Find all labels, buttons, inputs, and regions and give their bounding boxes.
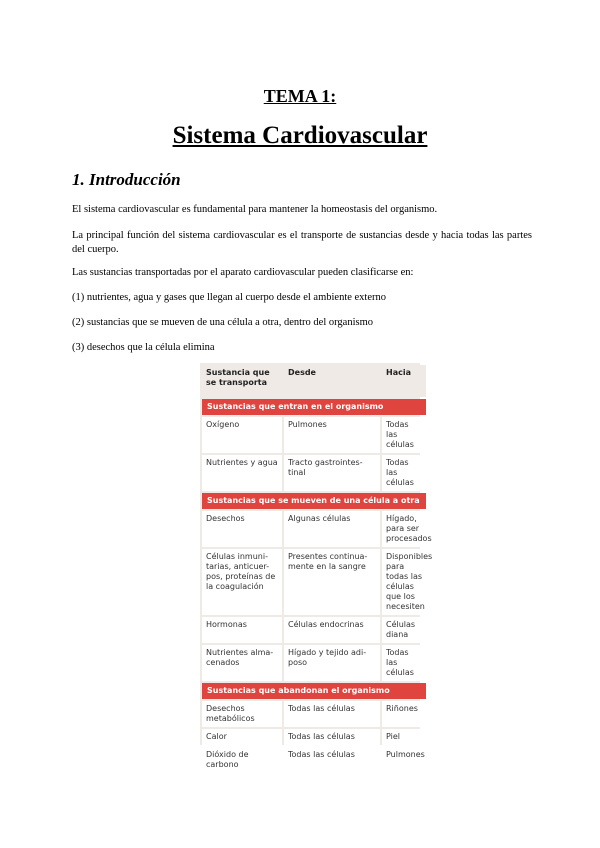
list-item-2: (2) sustancias que se mueven de una célula a otra, dentro del organismo [72, 317, 373, 328]
cell-to: Células diana [382, 617, 426, 643]
table-section-band [202, 493, 426, 509]
list-item-1: (1) nutrientes, agua y gases que llegan al cuerpo desde el ambiente externo [72, 292, 387, 303]
cell-from: Pulmones [284, 417, 380, 453]
cell-to: Riñones [382, 701, 426, 727]
section-band-label: Sustancias que entran en el organismo [202, 399, 426, 415]
table-row [202, 455, 426, 491]
cell-from: Todas las células [284, 729, 380, 745]
table-section-band [202, 399, 426, 415]
paragraph-classification: Las sustancias transportadas por el aparato cardiovascular pueden clasificarse en: [72, 267, 414, 278]
cell-substance: Nutrientes y agua [202, 455, 282, 491]
cell-to: Todas las células [382, 455, 426, 491]
cell-substance: Dióxido de carbono [202, 747, 282, 773]
cell-to: Piel [382, 729, 426, 745]
table-row [202, 645, 426, 681]
cell-substance: Calor [202, 729, 282, 745]
table-section-band [202, 683, 426, 699]
cell-substance: Desechos metabólicos [202, 701, 282, 727]
cell-to: Pulmones [382, 747, 426, 773]
table-row [202, 701, 426, 727]
section-heading: 1. Introducción [72, 170, 181, 189]
paragraph-function: La principal función del sistema cardiovascular es el transporte de sustancias desde y hacia todas las partes del cuerpo. [72, 230, 532, 255]
cell-from: Hígado y tejido adi-poso [284, 645, 380, 681]
section-band-label: Sustancias que se mueven de una célula a otra [202, 493, 426, 509]
page-title: Sistema Cardiovascular [172, 122, 428, 149]
table-row [202, 747, 426, 773]
table-header-row [202, 365, 426, 397]
header-to: Hacia [382, 365, 426, 397]
cell-from: Algunas células [284, 511, 380, 547]
topic-number: TEMA 1: [263, 86, 337, 106]
cell-to: Disponibles para todas las células que los necesiten [382, 549, 426, 615]
cell-to: Todas las células [382, 645, 426, 681]
header-from: Desde [284, 365, 380, 397]
table-row [202, 511, 426, 547]
table-row [202, 417, 426, 453]
table-row [202, 729, 426, 745]
cell-substance: Desechos [202, 511, 282, 547]
cell-substance: Células inmuni-tarias, anticuer-pos, proteínas de la coagulación [202, 549, 282, 615]
list-item-3: (3) desechos que la célula elimina [72, 342, 215, 353]
cell-from: Tracto gastrointes-tinal [284, 455, 380, 491]
cell-to: Todas las células [382, 417, 426, 453]
paragraph-intro: El sistema cardiovascular es fundamental para mantener la homeostasis del organismo. [72, 204, 438, 215]
table-row [202, 549, 426, 615]
section-band-label: Sustancias que abandonan el organismo [202, 683, 426, 699]
cell-from: Todas las células [284, 701, 380, 727]
cell-substance: Oxígeno [202, 417, 282, 453]
cell-substance: Hormonas [202, 617, 282, 643]
cell-from: Células endocrinas [284, 617, 380, 643]
cell-from: Presentes continua-mente en la sangre [284, 549, 380, 615]
substances-table-figure [200, 363, 433, 769]
cell-substance: Nutrientes alma-cenados [202, 645, 282, 681]
substances-table [200, 363, 433, 775]
table-row [202, 617, 426, 643]
cell-to: Hígado, para ser procesados [382, 511, 426, 547]
header-substance: Sustancia que se transporta [202, 365, 282, 397]
cell-from: Todas las células [284, 747, 380, 773]
